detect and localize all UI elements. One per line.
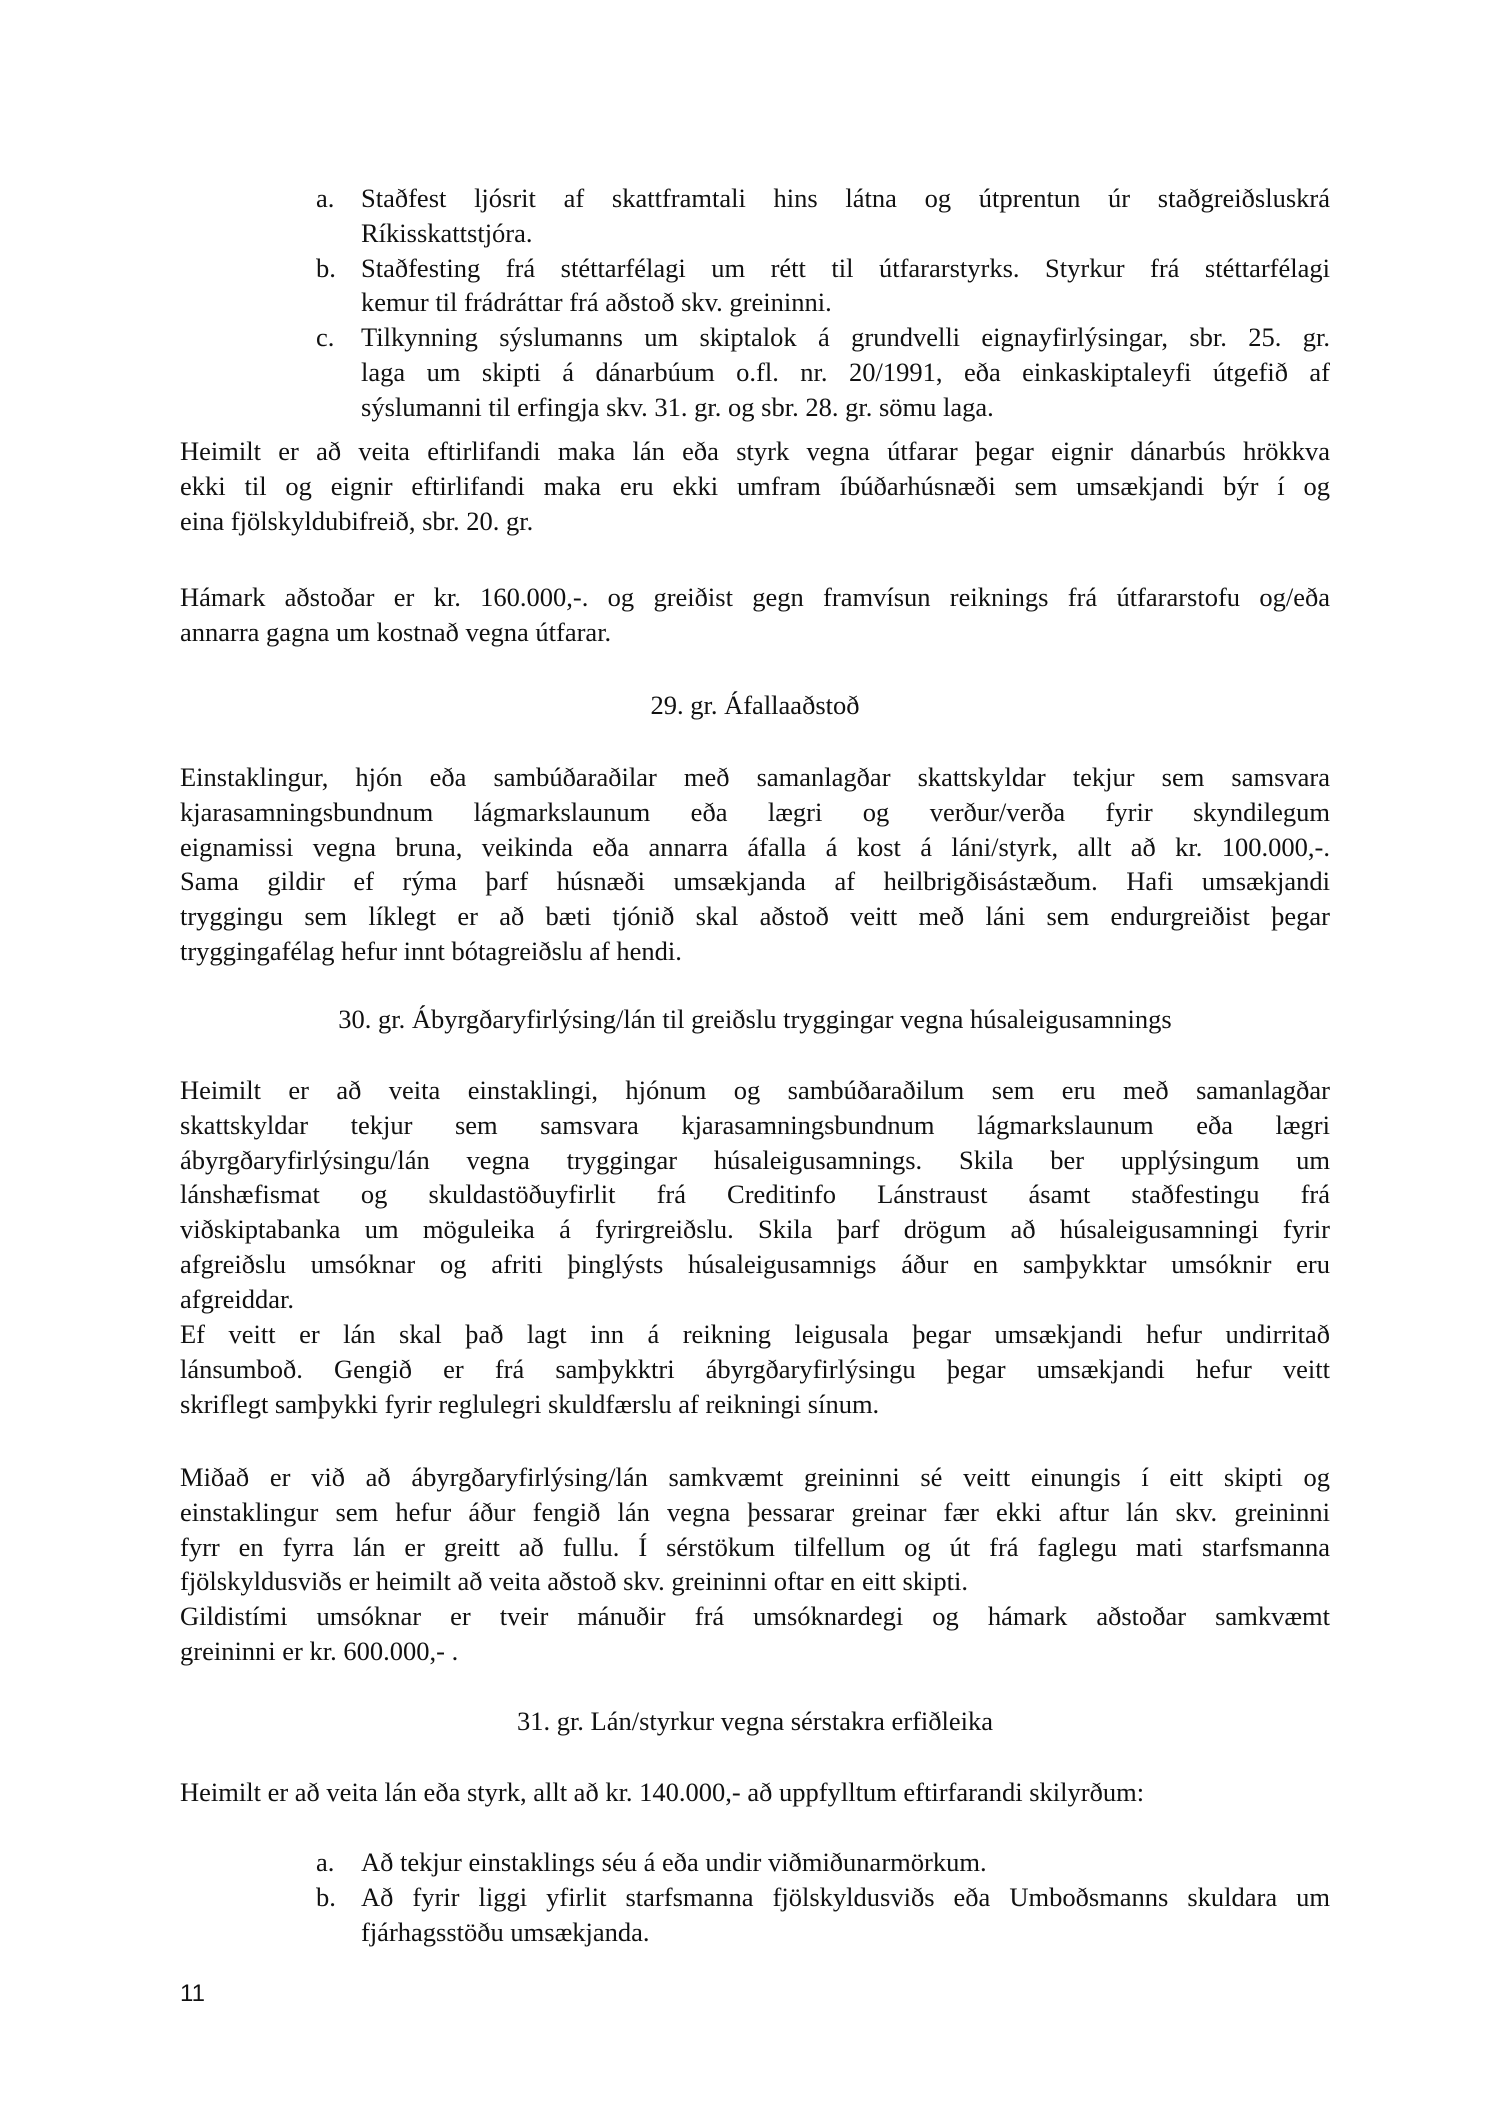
text-line: viðskiptabanka um möguleika á fyrirgreiðslu. Skila þarf drögum að húsaleigusamningi fyrir — [180, 1214, 1330, 1245]
paragraph-maximum-aid — [180, 580, 1330, 650]
text-line: annarra gagna um kostnað vegna útfarar. — [180, 616, 612, 647]
text-line: Gildistími umsóknar er tveir mánuðir frá umsóknardegi og hámark aðstoðar samkvæmt — [180, 1601, 1330, 1631]
list-item-label: c. — [316, 322, 335, 353]
text-line: tryggingafélag hefur innt bótagreiðslu af hendi. — [180, 935, 682, 966]
paragraph-special-difficulties — [180, 1775, 1330, 1810]
list-item-label: a. — [316, 1847, 335, 1877]
text-line: sýslumanni til erfingja skv. 31. gr. og sbr. 28. gr. sömu laga. — [361, 391, 994, 422]
list-item — [180, 251, 1330, 321]
text-line: Heimilt er að veita einstaklingi, hjónum og sambúðaraðilum sem eru með samanlagðar — [180, 1075, 1330, 1105]
list-item — [180, 1845, 1330, 1880]
text-line: eignamissi vegna bruna, veikinda eða annarra áfalla á kost á láni/styrk, allt að kr. 100.000,-. — [180, 831, 1330, 862]
text-line: lánshæfismat og skuldastöðuyfirlit frá Creditinfo Lánstraust ásamt staðfestingu frá — [180, 1179, 1330, 1210]
text-line: Sama gildir ef rýma þarf húsnæði umsækjanda af heilbrigðisástæðum. Hafi umsækjandi — [180, 866, 1330, 897]
text-line: fyrr en fyrra lán er greitt að fullu. Í sérstökum tilfellum og út frá faglegu mati starfsmanna — [180, 1531, 1330, 1562]
text-line: tryggingu sem líklegt er að bæti tjónið skal aðstoð veitt með láni sem endurgreiðist þegar — [180, 901, 1330, 932]
text-line: Heimilt er að veita lán eða styrk, allt að kr. 140.000,- að uppfylltum eftirfarandi skilyrðum: — [180, 1777, 1145, 1807]
paragraph-surviving-spouse — [180, 434, 1330, 538]
text-line: ábyrgðaryfirlýsingu/lán vegna tryggingar húsaleigusamnings. Skila ber upplýsingum um — [180, 1144, 1330, 1175]
text-line: Staðfesting frá stéttarfélagi um rétt til útfararstyrks. Styrkur frá stéttarfélagi — [361, 252, 1330, 283]
paragraph-emergency-aid — [180, 760, 1330, 969]
paragraph-guarantee — [180, 1073, 1330, 1317]
text-line: skriflegt samþykki fyrir reglulegri skuldfærslu af reikningi sínum. — [180, 1388, 880, 1419]
text-line: Hámark aðstoðar er kr. 160.000,-. og greiðist gegn framvísun reiknings frá útfararstofu og/eða — [180, 582, 1330, 612]
section-heading-29: 29. gr. Áfallaaðstoð — [650, 690, 860, 720]
text-line: Staðfest ljósrit af skattframtali hins látna og útprentun úr staðgreiðsluskrá — [361, 183, 1330, 213]
page-number: 11 — [180, 1980, 205, 2007]
text-line: Heimilt er að veita eftirlifandi maka lán eða styrk vegna útfarar þegar eignir dánarbús hrökkva — [180, 436, 1330, 466]
text-line: afgreiðslu umsóknar og afriti þinglýsts húsaleigusamnigs áður en samþykktar umsóknir eru — [180, 1248, 1330, 1279]
list-item — [180, 181, 1330, 251]
text-line: lánsumboð. Gengið er frá samþykktri ábyrgðaryfirlýsingu þegar umsækjandi hefur veitt — [180, 1353, 1330, 1384]
text-line: kemur til frádráttar frá aðstoð skv. greininni. — [361, 287, 832, 318]
text-line: eina fjölskyldubifreið, sbr. 20. gr. — [180, 505, 534, 536]
text-line: fjárhagsstöðu umsækjanda. — [361, 1916, 650, 1947]
text-line: skattskyldar tekjur sem samsvara kjarasamningsbundnum lágmarkslaunum eða lægri — [180, 1109, 1330, 1140]
text-line: Einstaklingur, hjón eða sambúðaraðilar með samanlagðar skattskyldar tekjur sem samsvara — [180, 762, 1330, 792]
text-line: ekki til og eignir eftirlifandi maka eru ekki umfram íbúðarhúsnæði sem umsækjandi býr í og — [180, 470, 1330, 501]
text-line: greininni er kr. 600.000,- . — [180, 1635, 459, 1666]
text-line: fjölskyldusviðs er heimilt að veita aðstoð skv. greininni oftar en eitt skipti. — [180, 1566, 968, 1597]
paragraph-loan-deposit — [180, 1317, 1330, 1421]
list-item-label: a. — [316, 183, 335, 213]
list-conditions — [180, 1845, 1330, 1949]
list-item-label: b. — [316, 252, 336, 283]
paragraph-validity — [180, 1599, 1330, 1669]
text-line: einstaklingur sem hefur áður fengið lán vegna þessarar greinar fær ekki aftur lán skv. greininni — [180, 1496, 1330, 1527]
list-item — [180, 320, 1330, 424]
text-line: laga um skipti á dánarbúum o.fl. nr. 20/1991, eða einkaskiptaleyfi útgefið af — [361, 356, 1330, 387]
text-line: Að tekjur einstaklings séu á eða undir viðmiðunarmörkum. — [361, 1847, 987, 1877]
text-line: Ef veitt er lán skal það lagt inn á reikning leigusala þegar umsækjandi hefur undirritað — [180, 1319, 1330, 1349]
section-heading-30: 30. gr. Ábyrgðaryfirlýsing/lán til greiðslu tryggingar vegna húsaleigusamnings — [338, 1004, 1172, 1034]
text-line: Ríkisskattstjóra. — [361, 217, 533, 248]
text-line: Tilkynning sýslumanns um skiptalok á grundvelli eignayfirlýsingar, sbr. 25. gr. — [361, 322, 1330, 353]
list-item — [180, 1880, 1330, 1950]
section-heading-31: 31. gr. Lán/styrkur vegna sérstakra erfiðleika — [516, 1706, 994, 1736]
text-line: afgreiddar. — [180, 1283, 295, 1314]
text-line: kjarasamningsbundnum lágmarkslaunum eða lægri og verður/verða fyrir skyndilegum — [180, 796, 1330, 827]
list-attachments — [180, 181, 1330, 425]
text-line: Miðað er við að ábyrgðaryfirlýsing/lán samkvæmt greininni sé veitt einungis í eitt skipti og — [180, 1462, 1330, 1492]
paragraph-one-time — [180, 1460, 1330, 1599]
list-item-label: b. — [316, 1881, 336, 1912]
text-line: Að fyrir liggi yfirlit starfsmanna fjölskyldusviðs eða Umboðsmanns skuldara um — [361, 1881, 1330, 1912]
